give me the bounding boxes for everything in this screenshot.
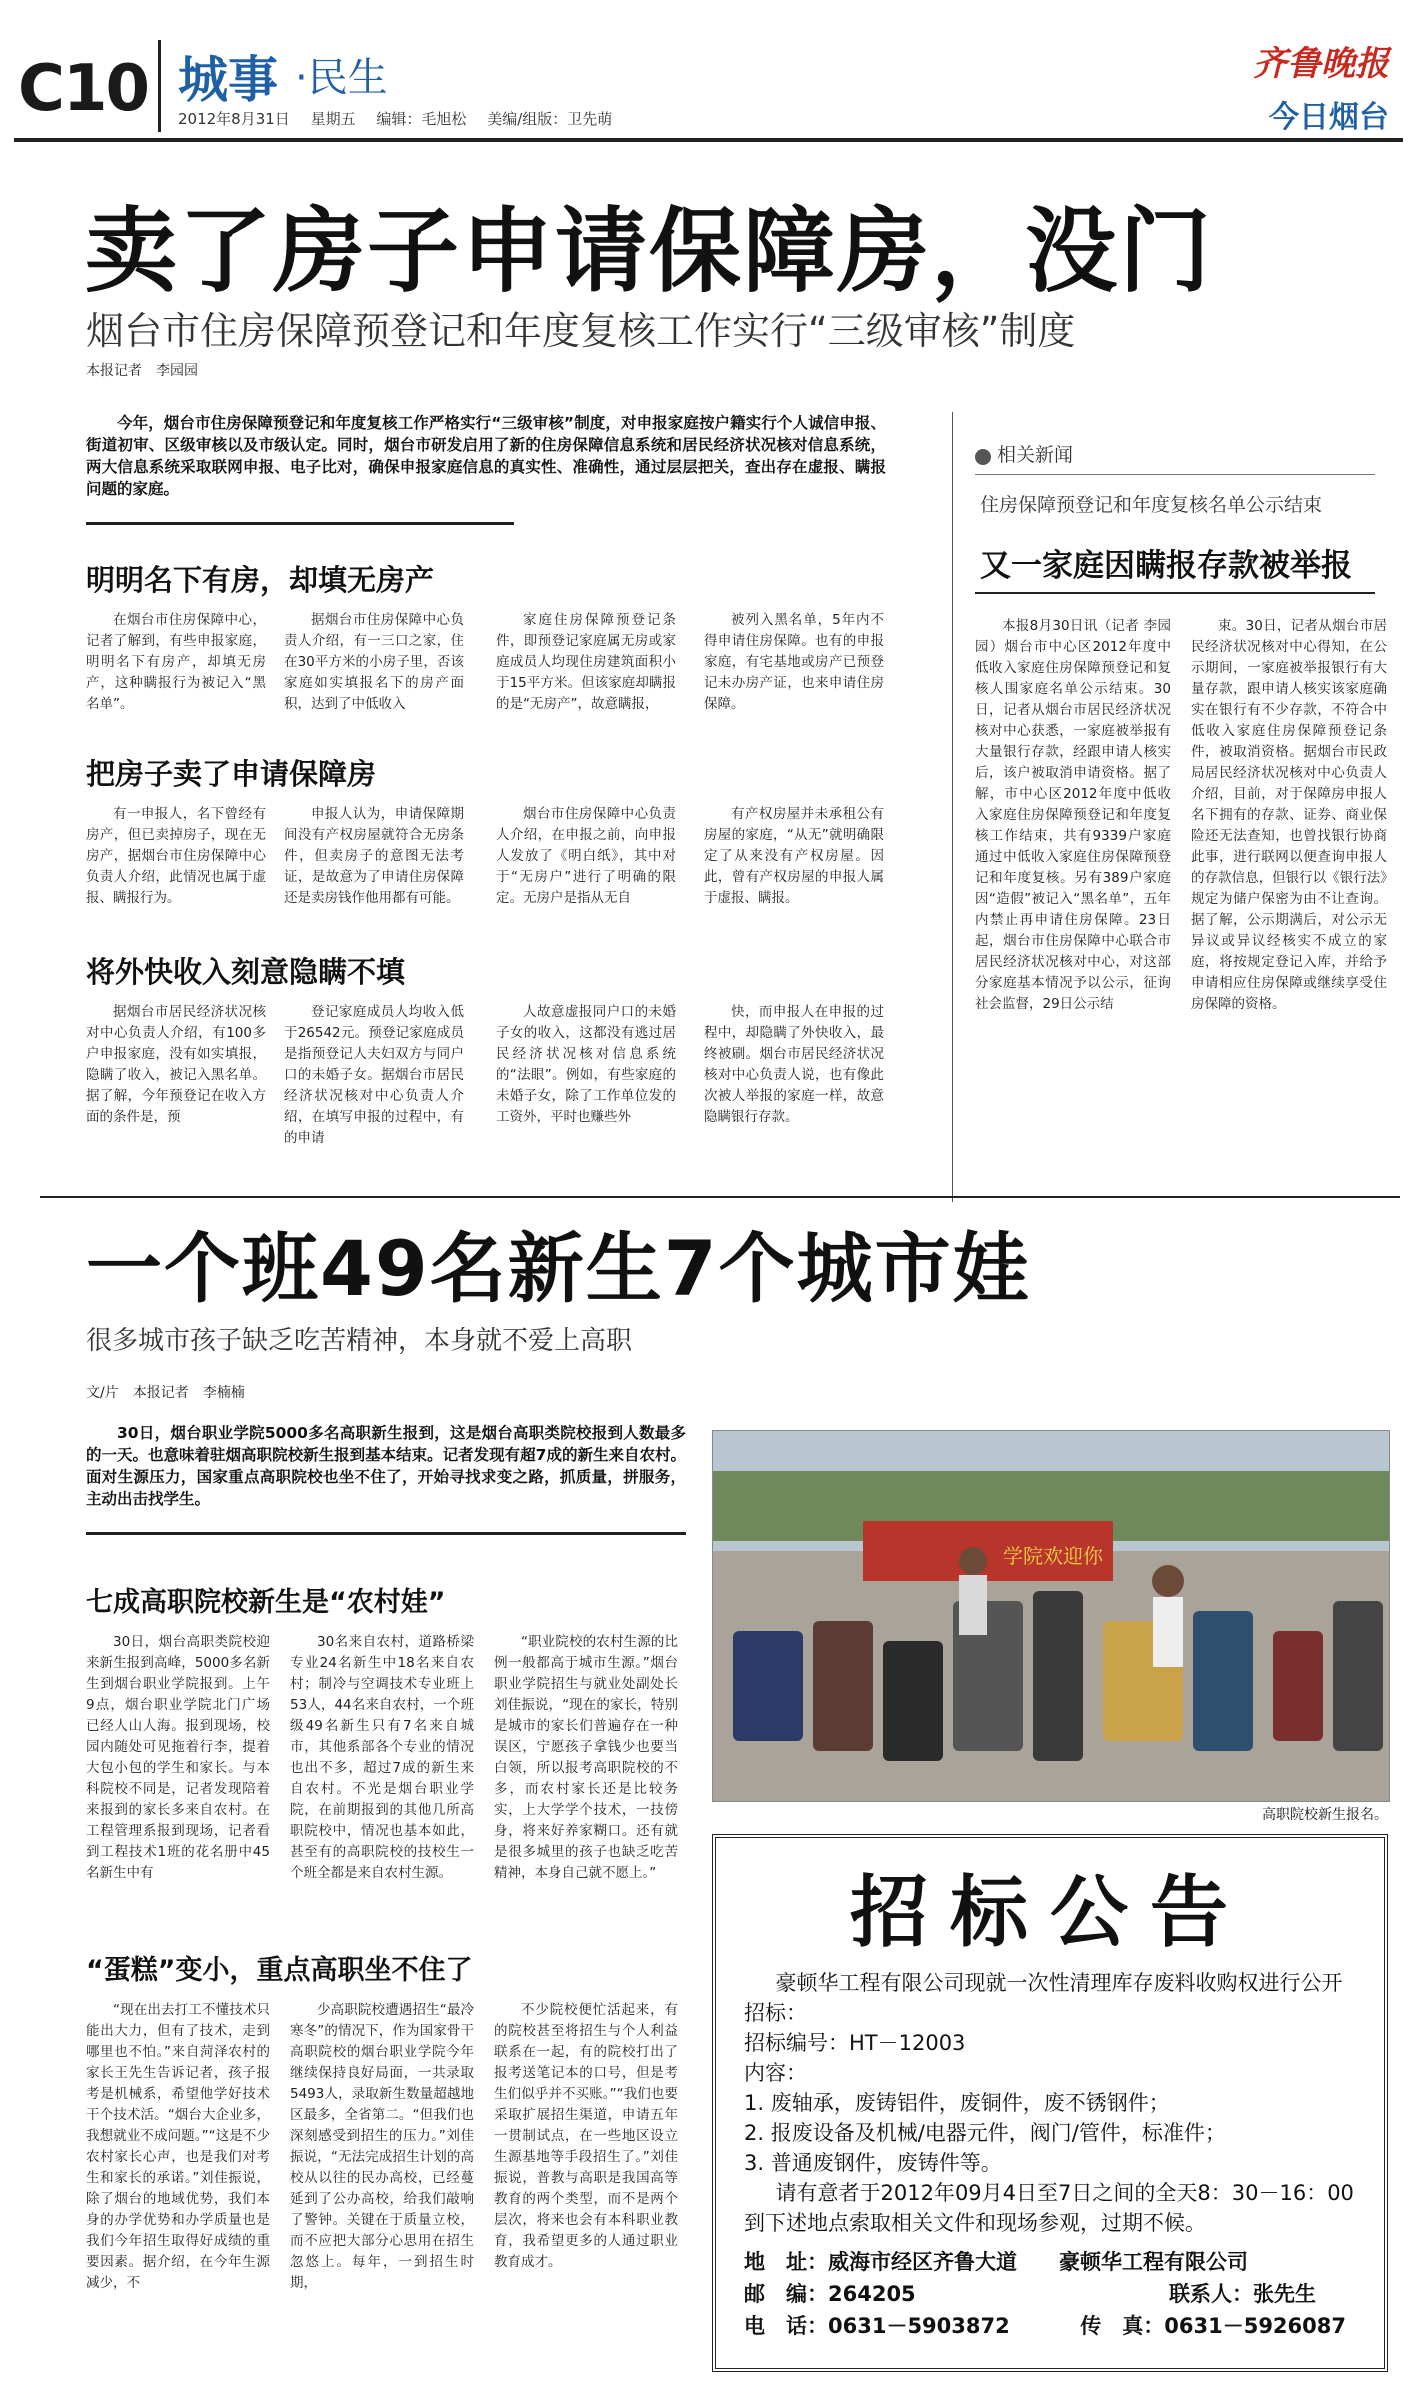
sidebar-column: 束。30日，记者从烟台市居民经济状况核对中心得知，在公示期间，一家庭被举报银行有大量存款，跟申请人核实该家庭确实在银行有不少存款，不符合中低收入家庭住房保障预登记条件，被取消资格。据烟台市民政局居民经济状况核对中心负责人介绍，目前，对于保障房申报人名下拥有的存款、证券、商业保险还无法查知，也曾找银行协商此事，进行联网以便查询申报人的存款信息，但银行以《银行法》规定为储户保密为由不让查询。据了解，公示期满后，对公示无异议或异议经核实不成立的家庭，将按规定登记入库，并给予申请相应住房保障或继续享受住房保障的资格。: [1191, 618, 1387, 1012]
story2-column: 30名来自农村，道路桥梁专业24名新生中18名来自农村；制冷与空调技术专业班上53人，44名来自农村，一个班级49名新生只有7名来自城市，其他系部各个专业的情况也出不多，超过7成的新生来自农村。不光是烟台职业学院，在前期报到的其他几所高职院校中，情况也基本如此，甚至有的高职院校的技校生一个班全都是来自农村生源。: [290, 1634, 474, 1881]
story1-column: 据烟台市居民经济状况核对中心负责人介绍，有100多户申报家庭，没有如实填报，隐瞒了收入，被记入黑名单。据了解，今年预登记在收入方面的条件是，预: [86, 1004, 266, 1125]
story1-column: 据烟台市住房保障中心负责人介绍，有一三口之家，住在30平方米的小房子里，否该家庭如实填报名下的房产面积，达到了中低收入: [284, 612, 464, 712]
story2-lead: 30日，烟台职业学院5000多名高职新生报到，这是烟台高职类院校报到人数最多的一天。也意味着驻烟高职院校新生报到基本结束。记者发现有超7成的新生来自农村。面对生源压力，国家重点高职院校也坐不住了，开始寻找求变之路，抓质量，拼服务，主动出击找学生。: [86, 1424, 686, 1508]
tender-item: 3. 普通废钢件，废铸件等。: [744, 2151, 1002, 2175]
story2-section-heading: 七成高职院校新生是“农村娃”: [86, 1587, 446, 1618]
story2-column: 30日，烟台高职类院校迎来新生报到高峰，5000多名新生到烟台职业学院报到。上午9点，烟台职业学院北门广场已经人山人海。报到现场，校园内随处可见拖着行李，提着大包小包的学生和家长。与本科院校不同是，记者发现陪着来报到的家长多来自农村。在工程管理系报到现场，记者看到工程技术1班的花名册中45名新生中有: [86, 1634, 270, 1881]
related-news-icon: [975, 449, 991, 465]
story1-byline: 本报记者 李园园: [86, 363, 198, 379]
section-subtitle: ·民生: [295, 55, 388, 101]
tender-content-label: 内容：: [744, 2061, 807, 2085]
story1-column: 登记家庭成员人均收入低于26542元。预登记家庭成员是指预登记人夫妇双方与同户口的未婚子女。据烟台市居民经济状况核对中心负责人介绍，在填写申报的过程中，有的申请: [284, 1004, 464, 1146]
issue-date: 2012年8月31日: [178, 110, 290, 128]
story1-column: 有产权房屋并未承租公有房屋的家庭，“从无”就明确限定了从来没有产权房屋。因此，曾有产权房屋的申报人属于虚报、瞒报。: [704, 806, 884, 906]
tender-bid-number: 招标编号：HT－12003: [744, 2031, 966, 2055]
header-divider: [158, 40, 161, 132]
sidebar-title: 又一家庭因瞒报存款被举报: [980, 548, 1352, 584]
sidebar-rule: [975, 474, 1375, 475]
editor-credit: 编辑：毛旭松: [376, 110, 467, 128]
photo-caption: 高职院校新生报名。: [1262, 1807, 1388, 1823]
story1-section-heading: 把房子卖了申请保障房: [86, 757, 377, 791]
tender-contact: 联系人：张先生: [1169, 2282, 1316, 2306]
news-photo: [712, 1430, 1390, 1802]
tender-item: 1. 废轴承，废铸铝件，废铜件，废不锈钢件；: [744, 2091, 1170, 2115]
story1-column: 快，而申报人在申报的过程中，却隐瞒了外快收入，最终被刷。烟台市居民经济状况核对中心负责人说，也有像此次被人举报的家庭一样，故意隐瞒银行存款。: [704, 1004, 884, 1125]
story2-column: 少高职院校遭遇招生“最冷寒冬”的情况下，作为国家骨干高职院校的烟台职业学院今年继续保持良好局面，一共录取5493人，录取新生数量超越地区最多，全省第二。“但我们也深刻感受到招生的压力。”刘佳振说，“无法完成招生计划的高校从以往的民办高校，已经蔓延到了公办高校，给我们敲响了警钟。关键在于质量立校，而不应把大部分心思用在招生忽悠上。每年，一到招生时期，: [290, 2002, 474, 2291]
story1-column: 申报人认为，申请保障期间没有产权房屋就符合无房条件，但卖房子的意图无法考证，是故意为了申请住房保障还是卖房钱作他用都有可能。: [284, 806, 464, 906]
local-edition: 今日烟台: [1269, 100, 1389, 135]
issue-meta: [178, 108, 628, 129]
story2-column: “现在出去打工不懂技术只能出大力，但有了技术，走到哪里也不怕。”来自菏泽农村的家长王先生告诉记者，孩子报考是机械系，希望他学好技术干个技术活。“烟台大企业多，我想就业不成问题。”“这是不少农村家长心声，也是我们对考生和家长的承诺。”刘佳振说，除了烟台的地域优势，我们本身的办学优势和办学质量也是我们今年招生取得好成绩的重要因素。据介绍，在今年生源减少，不: [86, 2002, 270, 2291]
section-title: 城事: [178, 51, 278, 109]
newspaper-logo: 齐鲁晚报: [1253, 44, 1389, 84]
story1-column: 被列入黑名单，5年内不得申请住房保障。也有的申报家庭，有宅基地或房产已预登记未办房产证，也来申请住房保障。: [704, 612, 884, 712]
story2-lead-rule: [86, 1532, 686, 1535]
story1-section-heading: 将外快收入刻意隐瞒不填: [86, 955, 406, 989]
tender-intro: 豪顿华工程有限公司现就一次性清理库存废料收购权进行公开招标：: [744, 1971, 1343, 2025]
tender-title: 招标公告: [849, 1868, 1250, 1958]
tender-notice-text: 请有意者于2012年09月4日至7日之间的全天8：30－16：00到下述地点索取相关文件和现场参观，过期不候。: [744, 2181, 1354, 2235]
story1-column: 家庭住房保障预登记条件，即预登记家庭属无房或家庭成员人均现住房建筑面积小于15平方米。但该家庭却瞒报的是“无房产”，故意瞒报，: [496, 612, 676, 712]
tender-notice: [712, 1834, 1388, 2372]
related-news-label: 相关新闻: [975, 440, 1073, 467]
designer-credit: 美编/组版：卫先萌: [487, 110, 613, 128]
page-number: C10: [18, 52, 149, 126]
story1-subheadline: 烟台市住房保障预登记和年度复核工作实行“三级审核”制度: [86, 309, 1076, 353]
sidebar-subtitle: 住房保障预登记和年度复核名单公示结束: [980, 494, 1323, 516]
sidebar-divider: [952, 412, 953, 1202]
story2-column: “职业院校的农村生源的比例一般都高于城市生源。”烟台职业学院招生与就业处副处长刘佳振说，“现在的家长，特别是城市的家长们普遍存在一种误区，宁愿孩子拿钱少也要当白领，所以报考高职院校的不多，而农村家长还是比较务实，上大学学个技术，一技傍身，将来好养家糊口。还有就是很多城里的孩子也缺乏吃苦精神，本身自己就不愿上。”: [494, 1634, 678, 1881]
photo-banner-text: 学院欢迎你: [1003, 1544, 1103, 1568]
issue-weekday: 星期五: [310, 110, 356, 128]
lead-rule: [86, 522, 514, 525]
tender-postcode: 邮 编：264205: [744, 2282, 916, 2306]
story1-lead: 今年，烟台市住房保障预登记和年度复核工作严格实行“三级审核”制度，对申报家庭按户籍实行个人诚信申报、街道初审、区级审核以及市级认定。同时，烟台市研发启用了新的住房保障信息系统和居民经济状况核对信息系统，两大信息系统采取联网申报、电子比对，确保申报家庭信息的真实性、准确性，通过层层把关，查出存在虚报、瞒报问题的家庭。: [86, 414, 886, 498]
tender-phone: 电 话：0631－5903872: [744, 2314, 1010, 2338]
sidebar-column: 本报8月30日讯（记者 李园园）烟台市中心区2012年度中低收入家庭住房保障预登记和复核人围家庭名单公示结束。30日，记者从烟台市居民经济状况核对中心获悉，一家庭被举报有大量银行存款，经跟申请人核实后，该户被取消申请资格。据了解，市中心区2012年度中低收入家庭住房保障预登记和年度复核工作结束，共有9339户家庭通过中低收入家庭住房保障预登记和年度复核。另有389户家庭因“造假”被记入“黑名单”，五年内禁止再申请住房保障。23日起，烟台市住房保障中心联合市居民经济状况核对中心，对这部分家庭基本情况予以公示，征询社会监督，29日公示结: [975, 618, 1171, 1012]
story2-section-heading: “蛋糕”变小，重点高职坐不住了: [86, 1955, 473, 1986]
story2-headline: 一个班49名新生7个城市娃: [86, 1224, 1031, 1313]
sidebar-title-rule: [975, 592, 1375, 594]
story1-section-heading: 明明名下有房，却填无房产: [86, 563, 435, 597]
story2-column: 不少院校便忙活起来，有的院校甚至将招生与个人利益联系在一起，有的院校打出了报考送笔记本的口号，但是考生们似乎并不买账。”“我们也要采取扩展招生渠道，申请五年一贯制试点，在一些地区设立生源基地等手段招生了。”刘佳振说，普教与高职是我国高等教育的两个类型，而不是两个层次，将来也会有本科职业教育，我希望更多的人通过职业教育成才。: [494, 2002, 678, 2270]
header-rule: [14, 138, 1403, 142]
tender-item: 2. 报废设备及机械/电器元件，阀门/管件，标准件；: [744, 2121, 1226, 2145]
story1-column: 在烟台市住房保障中心，记者了解到，有些申报家庭，明明名下有房产，却填无房产，这种瞒报行为被记入“黑名单”。: [86, 612, 266, 712]
story-separator: [40, 1196, 1400, 1198]
story2-byline: 文/片 本报记者 李楠楠: [86, 1385, 245, 1401]
story1-headline: 卖了房子申请保障房，没门: [85, 198, 1214, 305]
story1-column: 有一申报人，名下曾经有房产，但已卖掉房子，现在无房产，据烟台市住房保障中心负责人介绍，此情况也属于虚报、瞒报行为。: [86, 806, 266, 906]
tender-address: 地 址：威海市经区齐鲁大道 豪顿华工程有限公司: [744, 2250, 1248, 2274]
story2-subheadline: 很多城市孩子缺乏吃苦精神，本身就不爱上高职: [86, 1326, 633, 1356]
story1-column: 烟台市住房保障中心负责人介绍，在申报之前，向申报人发放了《明白纸》，其中对于“无房户”进行了明确的限定。无房户是指从无自: [496, 806, 676, 906]
photo-scene: [713, 1431, 1389, 1801]
story1-column: 人故意虚报同户口的未婚子女的收入，这都没有逃过居民经济状况核对信息系统的“法眼”。例如，有些家庭的未婚子女，除了工作单位发的工资外，平时也赚些外: [496, 1004, 676, 1125]
tender-fax: 传 真：0631－5926087: [1080, 2314, 1346, 2338]
